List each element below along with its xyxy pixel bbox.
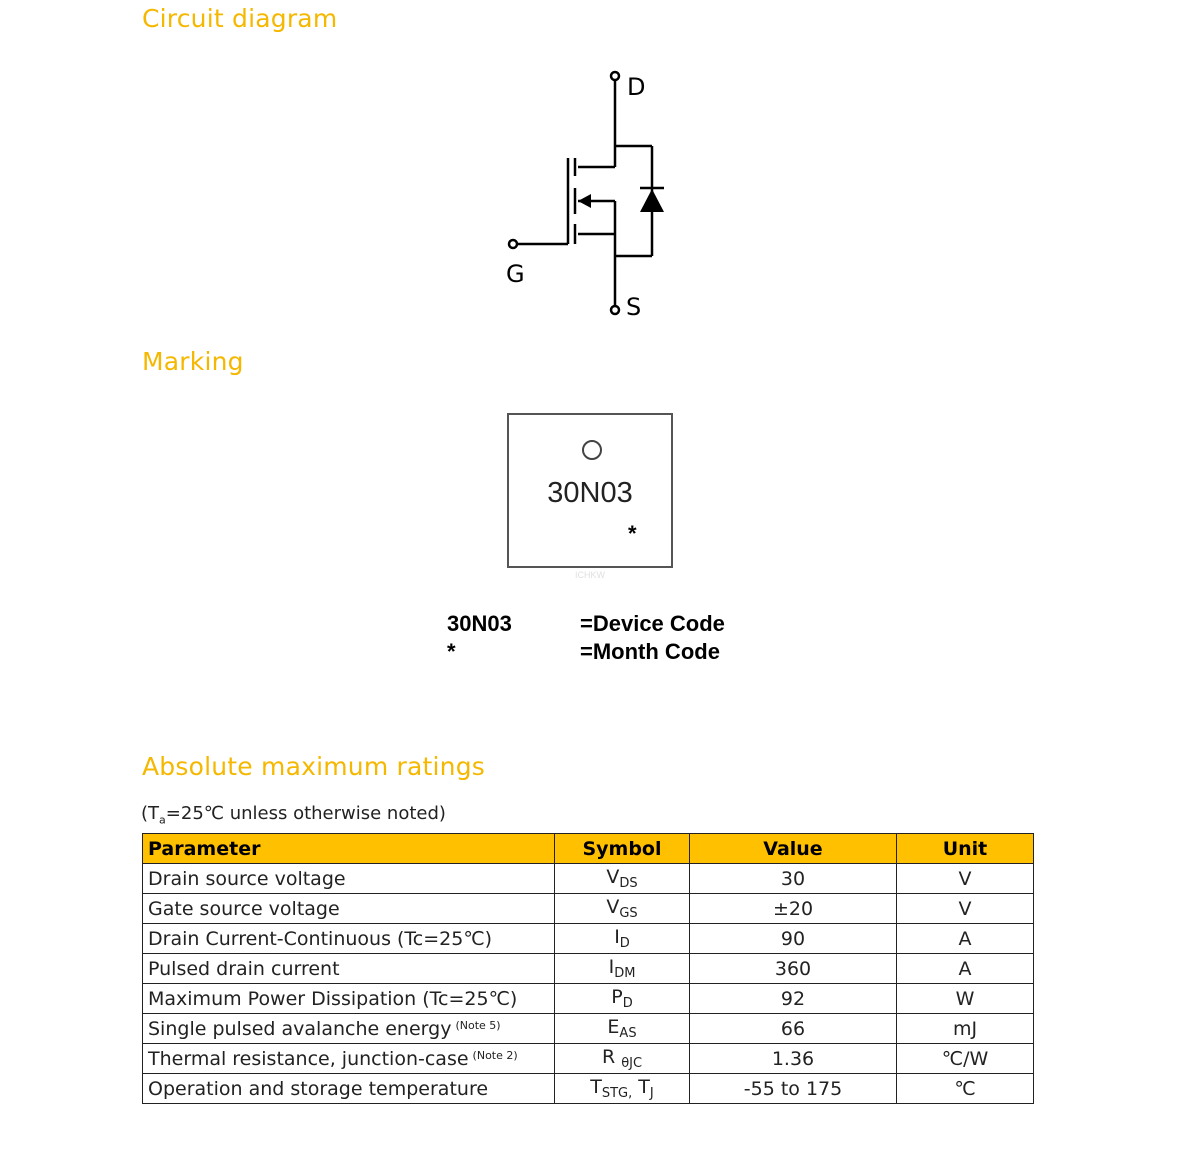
- symbol-cell: $I_{DM}$: [555, 954, 690, 984]
- legend-key-month: *: [447, 639, 456, 664]
- ratings-condition-note: ($T_a=25℃$ unless otherwise noted): [141, 803, 446, 827]
- value-cell: 360: [690, 954, 897, 984]
- parameter-cell: Single pulsed avalanche energy $^{(Note 5)}$: [143, 1014, 555, 1044]
- symbol-cell: $I_D$: [555, 924, 690, 954]
- watermark: ICHKW: [575, 570, 605, 580]
- column-header-symbol: Symbol: [555, 834, 690, 864]
- gate-label: G: [506, 260, 525, 288]
- absolute-maximum-ratings-heading: Absolute maximum ratings: [142, 752, 486, 781]
- table-row: [143, 864, 1034, 894]
- value-cell: 1.36: [690, 1044, 897, 1074]
- parameter-cell: Operation and storage temperature: [143, 1074, 555, 1104]
- symbol-cell: $E_{AS}$: [555, 1014, 690, 1044]
- value-cell: 90: [690, 924, 897, 954]
- circuit-diagram-heading: Circuit diagram: [142, 4, 338, 33]
- value-cell: 92: [690, 984, 897, 1014]
- table-row: [143, 894, 1034, 924]
- parameter-cell: Thermal resistance, junction-case $^{(Note 2)}$: [143, 1044, 555, 1074]
- column-header-parameter: Parameter: [143, 834, 555, 864]
- value-cell: 66: [690, 1014, 897, 1044]
- unit-cell: ℃/W: [897, 1044, 1034, 1074]
- drain-label: D: [627, 73, 646, 101]
- parameter-cell: Maximum Power Dissipation (Tc=25℃): [143, 984, 555, 1014]
- parameter-cell: Drain source voltage: [143, 864, 555, 894]
- marking-heading: Marking: [142, 347, 244, 376]
- mosfet-circuit-symbol: [480, 62, 700, 327]
- device-code-marking: 30N03: [547, 477, 633, 509]
- unit-cell: V: [897, 864, 1034, 894]
- parameter-cell: Drain Current-Continuous (Tc=25℃): [143, 924, 555, 954]
- value-cell: -55 to 175: [690, 1074, 897, 1104]
- month-code-marking: *: [628, 521, 637, 546]
- column-header-value: Value: [690, 834, 897, 864]
- source-label: S: [626, 293, 642, 321]
- symbol-cell: $P_D$: [555, 984, 690, 1014]
- symbol-cell: $T_{STG,}$ $T_J$: [555, 1074, 690, 1104]
- parameter-cell: Gate source voltage: [143, 894, 555, 924]
- table-row: [143, 924, 1034, 954]
- parameter-cell: Pulsed drain current: [143, 954, 555, 984]
- package-marking-box: [507, 413, 673, 568]
- unit-cell: ℃: [897, 1074, 1034, 1104]
- legend-meaning-month: =Month Code: [580, 639, 720, 664]
- table-header-row: [143, 834, 1034, 864]
- symbol-cell: $V_{GS}$: [555, 894, 690, 924]
- value-cell: ±20: [690, 894, 897, 924]
- unit-cell: mJ: [897, 1014, 1034, 1044]
- column-header-unit: Unit: [897, 834, 1034, 864]
- table-row: [143, 954, 1034, 984]
- table-row: [143, 984, 1034, 1014]
- table-row: [143, 1044, 1034, 1074]
- unit-cell: V: [897, 894, 1034, 924]
- unit-cell: W: [897, 984, 1034, 1014]
- symbol-cell: R $_{\theta JC}$: [555, 1044, 690, 1074]
- value-cell: 30: [690, 864, 897, 894]
- pin1-indicator: [582, 440, 602, 460]
- ratings-table: [142, 833, 1034, 1104]
- legend-key-device: 30N03: [447, 611, 512, 636]
- unit-cell: A: [897, 954, 1034, 984]
- table-row: [143, 1014, 1034, 1044]
- symbol-cell: $V_{DS}$: [555, 864, 690, 894]
- unit-cell: A: [897, 924, 1034, 954]
- legend-meaning-device: =Device Code: [580, 611, 725, 636]
- table-row: [143, 1074, 1034, 1104]
